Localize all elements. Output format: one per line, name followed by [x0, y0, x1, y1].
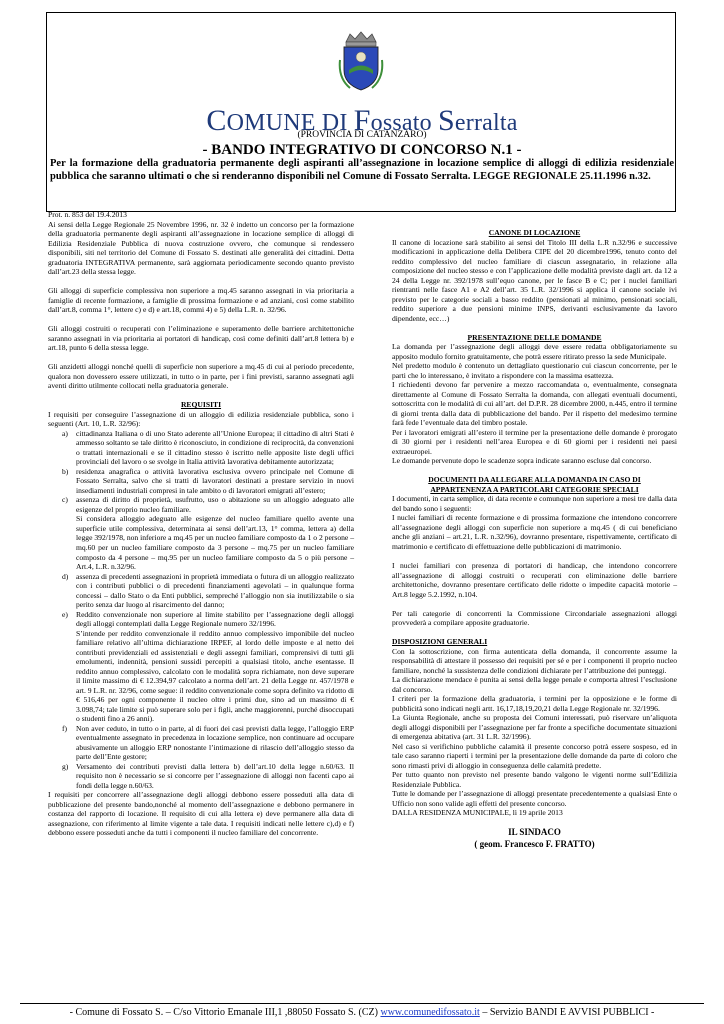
- disposizioni-paragraph: I criteri per la formazione della graduatoria, i termini per la opposizione e le forme di pubblicità sono indicati negli artt. 16,17,18,19,20,21 della Legge Regionale nr. 32/1996.: [392, 694, 677, 713]
- disposizioni-heading: DISPOSIZIONI GENERALI: [392, 637, 488, 647]
- documenti-heading: DOCUMENTI DA ALLEGARE ALLA DOMANDA IN CASO DI: [428, 475, 641, 485]
- bando-title: - BANDO INTEGRATIVO DI CONCORSO N.1 -: [202, 142, 522, 158]
- footer-address: - Comune di Fossato S. – C/so Vittorio Emanale III,1 ,88050 Fossato S. (CZ): [69, 1007, 381, 1018]
- presentazione-heading: PRESENTAZIONE DELLE DOMANDE: [467, 332, 602, 342]
- disposizioni-paragraph: Con la sottoscrizione, con firma autenticata della domanda, il concorrente assume la responsabilità di attestare il possesso dei requisiti per sé e per i componenti il proprio nucleo familiare, nonché la sussistenza delle condizioni dichiarate per l’attribuzione dei punteggi.: [392, 646, 677, 675]
- province-label: (PROVINCIA DI CATANZARO): [297, 130, 427, 140]
- bando-subtitle: Per la formazione della graduatoria permanente degli aspiranti all’assegnazione in locazione semplice di alloggi di edilizia residenziale pubblica che saranno ultimati o che si renderanno disponibili nel Comune di Fossato Serralta. LEGGE REGIONALE 25.11.1996 n.32.: [50, 158, 674, 182]
- residual-allocation-paragraph: Gli anzidetti alloggi nonché quelli di superficie non superiore a mq.45 di cui al periodo precedente, qualora non dovessero essere utilizzati, in tutto o in parte, per i fini previsti, saranno assegnati agli aventi diritto utilmente collocati nella graduatoria generale.: [48, 362, 354, 391]
- footer-service: – Servizio BANDI E AVVISI PUBBLICI -: [479, 1007, 655, 1018]
- list-item: f) Non aver ceduto, in tutto o in parte, al di fuori dei casi previsti dalla legge, l’alloggio ERP eventualmente assegnato in precedenza in locazione semplice, non continuare ad occupare abusivamente un alloggio ERP nonostante l’intimazione di rilascio dell’alloggio stesso da parte dell’Ente gestore;: [62, 723, 354, 762]
- documenti-heading-line-2: APPARTENENZA A PARTICOLARI CATEGORIE SPECIALI: [430, 484, 639, 494]
- right-column: [392, 228, 677, 851]
- disposizioni-paragraph: La Giunta Regionale, anche su proposta dei Comuni interessati, può riservare un’aliquota degli alloggi disponibili per l’assegnazione per far fronte a specifiche documentate situazioni di emergenza abitativa (art. 31 L.R. 32/1996).: [392, 713, 677, 742]
- disposizioni-paragraph: Tutte le domande per l’assegnazione di alloggi presentate precedentemente a qualsiasi Ente o Ufficio non sono valide agli effetti del presente concorso.: [392, 789, 677, 808]
- municipal-crest-icon: [336, 30, 386, 92]
- list-item: g) Versamento dei contributi previsti dalla lettera b) dell’art.10 della legge n.60/63. Il requisito non è necessario se si concorre per l’assegnazione di alloggi non facenti capo ai fondi della legge n.60/63.: [62, 761, 354, 790]
- presentazione-paragraph: Per i lavoratori emigrati all’estero il termine per la presentazione delle domande è prorogato di 30 giorni per i residenti nell’area Europea e di 60 giorni per i residenti nei paesi extraeuropei.: [392, 427, 677, 456]
- left-column: [48, 210, 354, 838]
- documenti-paragraph: I nuclei familiari con presenza di portatori di handicap, che intendono concorrere all’assegnazione di alloggi costruiti o recuperati con eliminazione delle barriere architettoniche, dovranno presentare certificato delle ridotte o impedite capacità motorie – Art.8 legge 5.2.1992, n.104.: [392, 561, 677, 599]
- presentazione-paragraph: I richiedenti devono far pervenire a mezzo raccomandata o, eventualmente, consegnata direttamente al Comune di Fossato Serralta la domanda, con allegati eventuali documenti, sottoscritta con le modalità di cui all’art. del D.P.R. 28 dicembre 2000, n.445, entro il termine di giorni trenta dalla data di pubblicazione del bando. Per il rispetto del medesimo termine farà fede l’eventuale data del timbro postale.: [392, 380, 677, 428]
- list-item: c) assenza di diritto di proprietà, usufrutto, uso o abitazione su un alloggio adeguato alle esigenze del proprio nucleo familiare. Si considera alloggio adeguato alle esigenze del nucleo familiare quello avente una superficie utile complessiva, determinata ai sensi dell’art.13, 1° comma, lettera a) della legge 392/1978, non inferiore a mq.45 per un nucleo familiare composto da 1 o 2 persone – mq.60 per un nucleo familiare composto da 3 persone – mq.75 per un nucleo familiare composto da 4 persone – mq.95 per un nucleo familiare composto da 5 o più persone – Art.4, L.R. n.32/96.: [62, 495, 354, 572]
- disposizioni-paragraph: Per tutto quanto non previsto nel presente bando valgono le vigenti norme sull’Edilizia Residenziale Pubblica.: [392, 770, 677, 789]
- list-item: e) Reddito convenzionale non superiore al limite stabilito per l’assegnazione degli alloggi degli alloggi contemplati dalla Legge Regionale numero 32/1996.: [62, 609, 354, 629]
- date-line: DALLA RESIDENZA MUNICIPALE, lì 19 aprile 2013: [392, 808, 563, 818]
- footer-website-link[interactable]: www.comunedifossato.it: [380, 1007, 480, 1018]
- requisiti-heading: REQUISITI: [180, 400, 222, 410]
- canone-heading: CANONE DI LOCAZIONE: [488, 228, 581, 237]
- signature-name: ( geom. Francesco F. FRATTO): [474, 839, 595, 850]
- list-item: b) residenza anagrafica o attività lavorativa esclusiva ovvero principale nel Comune di Fossato Serralta, salvo che si tratti di lavoratori destinati a prestare servizio in nuovi insediamenti industriali compresi in tale ambito o di lavoratori emigrati all’estero;: [62, 466, 354, 495]
- disposizioni-paragraph: La dichiarazione mendace è punita ai sensi della legge penale e comporta altresì l’esclusione dal concorso.: [392, 675, 677, 694]
- requisiti-final-paragraph: I requisiti per concorrere all’assegnazione degli alloggi debbono essere posseduti alla data di pubblicazione del presente bando,nonché al momento dell’assegnazione e debbono permanere in costanza del rapporto di locazione. Il requisito di cui alla lettera e) deve permanere alla data di assegnazione, con riferimento al limite vigente a tale data. I requisiti indicati nelle lettere c),d) e f) debbono essere posseduti anche da tutti i componenti il nucleo familiare del concorrente.: [48, 790, 354, 838]
- barrier-free-paragraph: Gli alloggi costruiti o recuperati con l’eliminazione e superamento delle barriere architettoniche saranno assegnati in via prioritaria ai portatori di handicap, così come definiti dall’art.8 lettera b) e art.18, punto 6 della stessa legge.: [48, 324, 354, 353]
- footer-divider: [20, 1003, 704, 1004]
- presentazione-paragraph: La domanda per l’assegnazione degli alloggi deve essere redatta obbligatoriamente su apposito modulo fornito gratuitamente, che potrà essere ritirato presso la sede Municipale.: [392, 342, 677, 361]
- list-item: a) cittadinanza Italiana o di uno Stato aderente all’Unione Europea; il cittadino di altri Stati è ammesso soltanto se tale diritto è riconosciuto, in condizione di reciprocità, da convenzioni o trattati internazionali e se il cittadino stesso è iscritto nelle apposite liste degli uffici provinciali del lavoro o se svolge in Italia attività lavorativa debitamente autorizzata;: [62, 428, 354, 467]
- documenti-paragraph: I documenti, in carta semplice, di data recente e comunque non superiore a mesi tre dalla data del bando sono i seguenti:: [392, 494, 677, 513]
- reddito-paragraph: S’intende per reddito convenzionale il reddito annuo complessivo imponibile del nucleo familiare relativo all’ultima dichiarazione IRPEF, al lordo delle imposte e al netto dei contributi previdenziali ed assistenziali e degli assegni familiari, comprensivi di tutti gli emolumenti, indennità, pensioni sussidi percepiti a qualsiasi titolo, anche esentasse. Il reddito annuo complessivo, calcolato con le modalità sopra richiamate, non deve superare il limite massimo di € 12.394,97 calcolato a norma dell’art. 21 della Legge nr. 457/1978 e art. 9 L.R. nr. 32/96, come segue: il reddito convenzionale come sopra definito va ridotto di € 516,46 per ogni componente il nucleo oltre i primi due, sino ad un massimo di € 3.098,74; tale limite si può superare solo per i figli, anche maggiorenni, purché disoccupati o studenti fino a 26 anni).: [76, 628, 354, 724]
- requisiti-list-continued: [48, 724, 354, 791]
- canone-paragraph: Il canone di locazione sarà stabilito ai sensi del Titolo III della L.R n.32/96 e successive modificazioni in applicazione della Delibera CIPE del 20 dicembre1996, tenuto conto del reddito complessivo del nucleo familiare di ciascun assegnatario, in relazione alla composizione del nucleo stesso e con l’applicazione delle modalità previste dagli art. da 12 a 24 della Legge nr. 392/1978 sull’equo canone, per le fasce B e C; per i nuclei familiari rientranti nelle fasce A1 e A2 dell’art. 35 L.R. 32/1996 si applica il canone sociale ivi previsto per le categorie sociali a basso reddito (pensionati al minimo, pensionati sociali, reddito superiore a due pensioni minime INPS, derivanti esclusivamente da lavoro dipendente, ecc…): [392, 237, 677, 323]
- documenti-paragraph: I nuclei familiari di recente formazione e di prossima formazione che intendono concorrere all’assegnazione degli alloggi con superficie non superiore a mq.45 ( di cui beneficiano anche gli anziani – art.21, L.R. n.32/96), dovranno presentare, rispettivamente, certificato di matrimonio e certificato di effettuazione delle pubblicazioni di matrimonio.: [392, 513, 677, 551]
- requisiti-intro: I requisiti per conseguire l’assegnazione di un alloggio di edilizia residenziale pubblica, sono i seguenti (Art. 10, L.R. 32/96):: [48, 409, 354, 429]
- intro-paragraph: Ai sensi della Legge Regionale 25 Novembre 1996, nr. 32 è indetto un concorso per la formazione della graduatoria permanente degli aspiranti all’assegnazione in locazione semplice di alloggi di Edilizia Residenziale Pubblica di nuova costruzione ovvero, che comunque si rendessero disponibili, siti nel territorio del Comune di Fossato S. destinati alle generalità dei cittadini. Detta graduatoria INTEGRATIVA permanente, sarà aggiornata periodicamente secondo quanto previsto dall’art.23 della stessa legge.: [48, 219, 354, 277]
- disposizioni-paragraph: Nel caso si verifichino pubbliche calamità il presente concorso potrà essere sospeso, ed in tale caso saranno riaperti i termini per la presentazione delle domande da parte di coloro che sono rimasti privi di alloggio in conseguenza delle calamità predette.: [392, 741, 677, 770]
- municipality-name: COMUNE DI Fossato Serralta: [206, 104, 518, 137]
- requisiti-list: [48, 429, 354, 629]
- documenti-paragraph: Per tali categorie di concorrenti la Commissione Circondariale assegnazioni alloggi provvederà a compilare apposite graduatorie.: [392, 608, 677, 628]
- protocol-number: Prot. n. 853 del 19.4.2013: [48, 210, 127, 219]
- list-item: d) assenza di precedenti assegnazioni in proprietà immediata o futura di un alloggio realizzato con i contributi pubblici o di precedenti finanziamenti agevolati – in qualunque forma concessi – dallo Stato o da Enti pubblici, sempreché l’alloggio non sia inutilizzabile o sia perito senza dar luogo al risarcimento del danno;: [62, 571, 354, 610]
- small-housing-paragraph: Gli alloggi di superficie complessiva non superiore a mq.45 saranno assegnati in via prioritaria a famiglie di recente formazione, a famiglie di prossima formazione e ad anziani, così come stabilito dall’art.8, comma 1°, lettere c) e d) e art.18, commi 4) e 5) della L.R. n. 32/96.: [48, 286, 354, 315]
- presentazione-paragraph: Le domande pervenute dopo le scadenze sopra indicate saranno escluse dal concorso.: [392, 456, 652, 466]
- signature-title: IL SINDACO: [508, 827, 561, 838]
- presentazione-paragraph: Nel predetto modulo è contenuto un dettagliato questionario cui ciascun concorrente, per le parti che lo interessano, è invitato a rispondere con la massima esattezza.: [392, 361, 677, 380]
- footer: [0, 1007, 724, 1018]
